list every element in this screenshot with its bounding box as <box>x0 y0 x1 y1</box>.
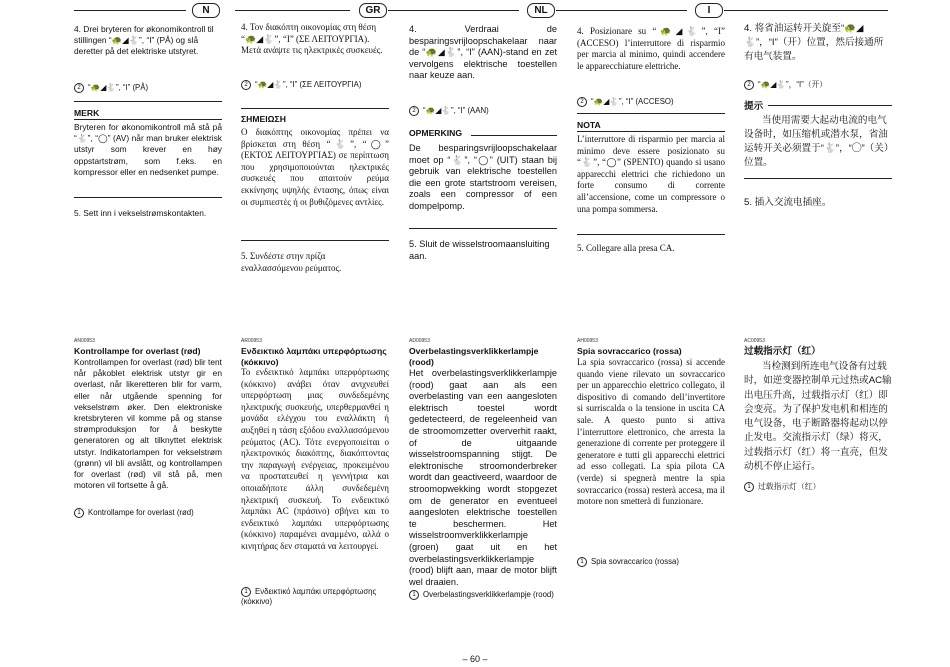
step-4-note <box>744 79 892 90</box>
figure-caption <box>241 587 389 607</box>
figure-caption <box>409 590 557 600</box>
callout-2-icon: 2 <box>577 97 587 107</box>
callout-2-icon: 2 <box>241 80 251 90</box>
divider <box>744 178 892 179</box>
note-text: Bryteren for økonomikontroll må stå på “🐇”, “◯” (AV) når man bruker elektrisk utstyr som krever en høy oppstartstrøm, som f.eks. en kompressor eller en nedsenket pumpe. <box>74 122 222 177</box>
step-4: 4. Τον διακόπτη οικονομίας στη θέση “🐢◢🐇”, “I” (ΣΕ ΛΕΙΤΟΥΡΓΙΑ). Μετά ανάψτε τις ηλεκτρικές συσκευές. <box>241 22 383 56</box>
figure-caption-text: Kontrollampe for overlast (rød) <box>88 508 194 517</box>
ref-code: AD00953 <box>409 338 430 344</box>
divider <box>241 240 389 241</box>
section-body: Het overbelastingsverklikkerlampje (rood) gaat aan als een overbelasting van een aangesloten elektrisch toestel wordt gedetecteerd, de regeleenheid van de stroomomzetter oververhit raakt, of de uitgaande wisselstroomspanning stijgt. De elektronische stroomonderbreker wordt dan geactiveerd, waardoor de stroomopwekking wordt stopgezet om de generator en eventueel aangesloten elektrische toestellen te beschermen. Het wisselstroomverklikkerlampje (groen) gaat uit en het overbelastingsverklikkerlampje (rood) blijft aan, maar de motor blijft wel draaien. <box>409 368 557 587</box>
callout-1-icon: 1 <box>744 482 754 492</box>
step-5: 5. 插入交流电插座。 <box>744 197 832 208</box>
note-title: MERK <box>74 108 100 118</box>
callout-2-icon: 2 <box>409 106 419 116</box>
divider <box>577 131 725 132</box>
note-title-row <box>409 128 557 138</box>
step-4-note <box>409 105 557 116</box>
callout-1-icon: 1 <box>577 557 587 567</box>
step-4-note <box>74 82 222 93</box>
callout-2-icon: 2 <box>74 83 84 93</box>
step-5: 5. Collegare alla presa CA. <box>577 243 675 253</box>
language-badge: I <box>695 3 723 18</box>
section-body: La spia sovraccarico (rossa) si accende quando viene rilevato un sovraccarico per un apparecchio elettrico collegato, il dispositivo di comando dell’invertitore si surriscalda o la tensione in uscita CA sale. A questo punto si attiva l’interruttore elettronico, che arresta la generazione di corrente per proteggere il generatore e tutti gli apparecchi elettrici ad esso collegati. La spia pilota CA (verde) si spegnerà mentre la spia sovraccarico (rossa) resterà accesa, ma il motore non smetterà di funzionare. <box>577 357 725 507</box>
column-chinese <box>744 0 892 650</box>
language-badge: N <box>192 3 220 18</box>
column-greek <box>241 0 389 650</box>
header-rule <box>556 10 571 11</box>
section-title: Kontrollampe for overlast (rød) <box>74 346 201 356</box>
note-title: NOTA <box>577 120 601 130</box>
divider <box>74 101 222 102</box>
header-rule <box>403 10 519 11</box>
language-badge: GR <box>359 3 387 18</box>
language-badge: NL <box>527 3 555 18</box>
section-title: Spia sovraccarico (rossa) <box>577 346 682 356</box>
callout-1-icon: 1 <box>241 587 251 597</box>
column-italian <box>577 0 725 650</box>
step-4-note-text: “🐢◢🐇”，“I”（开） <box>758 80 828 89</box>
callout-1-icon: 1 <box>74 508 84 518</box>
note-text: 当使用需要大起动电流的电气设备时，如压缩机或潜水泵，省油运转开关必须置于“🐇”，“◯”（关）位置。 <box>744 115 889 168</box>
figure-caption-text: Ενδεικτικό λαμπάκι υπερφόρτωσης (κόκκινο) <box>241 587 377 606</box>
step-4-note-text: “🐢◢🐇”, “I” (AAN) <box>423 106 489 115</box>
figure-caption <box>577 557 725 567</box>
note-text: Ο διακόπτης οικονομίας πρέπει να βρίσκεται στη θέση “🐇”, “◯” (ΕΚΤΟΣ ΛΕΙΤΟΥΡΓΙΑΣ) σε περίπτωση που χρησιμοποιούνται ηλεκτρικές συσκευές που απαιτούν ρεύμα εκκίνησης υψηλής έντασης, όπως είναι οι συμπιεστές ή οι βυθιζόμενες αντλίες. <box>241 127 389 207</box>
step-5: 5. Συνδέστε στην πρίζα εναλλασσόμενου ρεύματος. <box>241 251 342 273</box>
section-body: 当检测到所连电气设备有过载时，如逆变器控制单元过热或AC输出电压升高，过载指示灯（红）即会变亮。为了保护发电机和相连的电气设备，电子断路器将起动以停止发电。交流指示灯（绿）将灭，过载指示灯（红）将一直亮，但发动机不停止运行。 <box>744 361 892 473</box>
header-rule <box>738 10 888 11</box>
divider <box>74 197 222 198</box>
header-rule <box>571 10 687 11</box>
step-4: 4. Drei bryteren for økonomikontroll til stillingen “🐢◢🐇”, “I” (PÅ) og slå deretter på det elektriske utstyret. <box>74 24 214 57</box>
header-rule <box>388 10 403 11</box>
header-rule <box>724 10 739 11</box>
step-4-note-text: “🐢◢🐇”, “I” (ΣΕ ΛΕΙΤΟΥΡΓΙΑ) <box>255 80 362 89</box>
figure-caption <box>744 482 892 492</box>
callout-1-icon: 1 <box>409 590 419 600</box>
step-4-note <box>241 80 389 91</box>
note-title-rule <box>768 105 892 106</box>
section-title: Overbelastingsverklikkerlampje (rood) <box>409 346 539 367</box>
section-body: Το ενδεικτικό λαμπάκι υπερφόρτωσης (κόκκινο) ανάβει όταν ανιχνευθεί υπερφόρτωση μιας συνδεδεμένης ηλεκτρικής συσκευής, υπερθερμανθεί η μονάδα ελέγχου του εναλλάκτη ή αυξηθεί η τάση εξόδου εναλλασσόμενου ρεύματος (AC). Τότε ενεργοποιείται ο ηλεκτρονικός διακόπτης, διακόπτοντας την παραγωγή ενέργειας, προκειμένου να προστατευθεί η γεννήτρια και οποιαδήποτε άλλη συνδεδεμένη ηλεκτρική συσκευή. Το ενδεικτικό λαμπάκι AC (πράσινο) σβήνει και το ενδεικτικό λαμπάκι υπερφόρτωσης (κόκκινο) παραμένει αναμμένο, αλλά ο κινητήρας δεν σταματά να λειτουργεί. <box>241 367 389 551</box>
step-4: 4. Verdraai de besparingsvrijloopschakelaar naar de “🐢◢🐇”, “I” (AAN)-stand en zet vervolgens elektrische toestellen naar keuze aan. <box>409 24 557 81</box>
note-text: L’interruttore di risparmio per marcia al minimo deve essere posizionato su “🐇”, “◯” (SPENTO) quando si usano apparecchi elettrici che richiedono un forte consumo di corrente all’accensione, come un compressore o una pompa sommersa. <box>577 134 725 214</box>
note-title-row <box>744 98 892 112</box>
step-5: 5. Sluit de wisselstroomaansluiting aan. <box>409 239 550 261</box>
divider <box>577 234 725 235</box>
note-title: 提示 <box>744 101 764 112</box>
divider <box>577 113 725 114</box>
callout-2-icon: 2 <box>744 80 754 90</box>
note-title: OPMERKING <box>409 128 462 138</box>
header-rule <box>74 10 186 11</box>
step-4-note-text: “🐢◢🐇”, “I” (ACCESO) <box>591 97 674 106</box>
step-4-note <box>577 96 725 107</box>
step-4: 4. 将省油运转开关旋至“🐢◢🐇”，“I”（开）位置，然后接通所有电气装置。 <box>744 23 884 62</box>
section-title: Ενδεικτικό λαμπάκι υπερφόρτωσης (κόκκινο) <box>241 346 387 367</box>
figure-caption <box>74 508 222 518</box>
note-title: ΣΗΜΕΙΩΣΗ <box>241 114 286 124</box>
step-5: 5. Sett inn i vekselstrømskontakten. <box>74 208 207 218</box>
figure-caption-text: Overbelastingsverklikkerlampje (rood) <box>423 590 554 599</box>
step-4: 4. Posizionare su “🐢◢🐇”, “I” (ACCESO) l’interruttore di risparmio per marcia al minimo, quindi accendere le apparecchiature elettriche. <box>577 26 725 71</box>
section-body: Kontrollampen for overlast (rød) blir tent når påkoblet elektrisk utstyr gir en overlast, når likeretteren blir for varm, eller når utgående spenning for vekselstrøm øker. Den elektroniske kretsbryteren vil komme på og stanse strømproduksjon for å beskytte generatoren og alt tilknyttet elektrisk utstyr. Indikatorlampen for vekselstrøm (grønn) vil bli avslått, og kontrollampen for overlast (rød) vil stå på, men motoren vil fortsette å gå. <box>74 357 223 491</box>
column-dutch <box>409 0 557 650</box>
header-rule <box>235 10 350 11</box>
note-title-rule <box>471 135 557 136</box>
note-text: De besparingsvrijloopschakelaar moet op “🐇”, “◯” (UIT) staan bij gebruik van elektrische toestellen die een grote startstroom vereisen, zoals een compressor of een dompelpomp. <box>409 143 557 211</box>
ref-code: AR00953 <box>241 338 262 344</box>
section-title: 过载指示灯（红） <box>744 346 821 357</box>
ref-code: AH00953 <box>577 338 598 344</box>
figure-caption-text: Spia sovraccarico (rossa) <box>591 557 679 566</box>
column-norwegian <box>74 0 222 650</box>
divider <box>74 119 222 120</box>
divider <box>409 228 557 229</box>
page-number: – 60 – <box>462 654 488 664</box>
ref-code: AN00953 <box>74 338 95 344</box>
figure-caption-text: 过载指示灯（红） <box>758 482 821 491</box>
step-4-note-text: “🐢◢🐇”, “I” (PÅ) <box>88 83 149 92</box>
ref-code: AC00953 <box>744 338 765 344</box>
divider <box>241 108 389 109</box>
